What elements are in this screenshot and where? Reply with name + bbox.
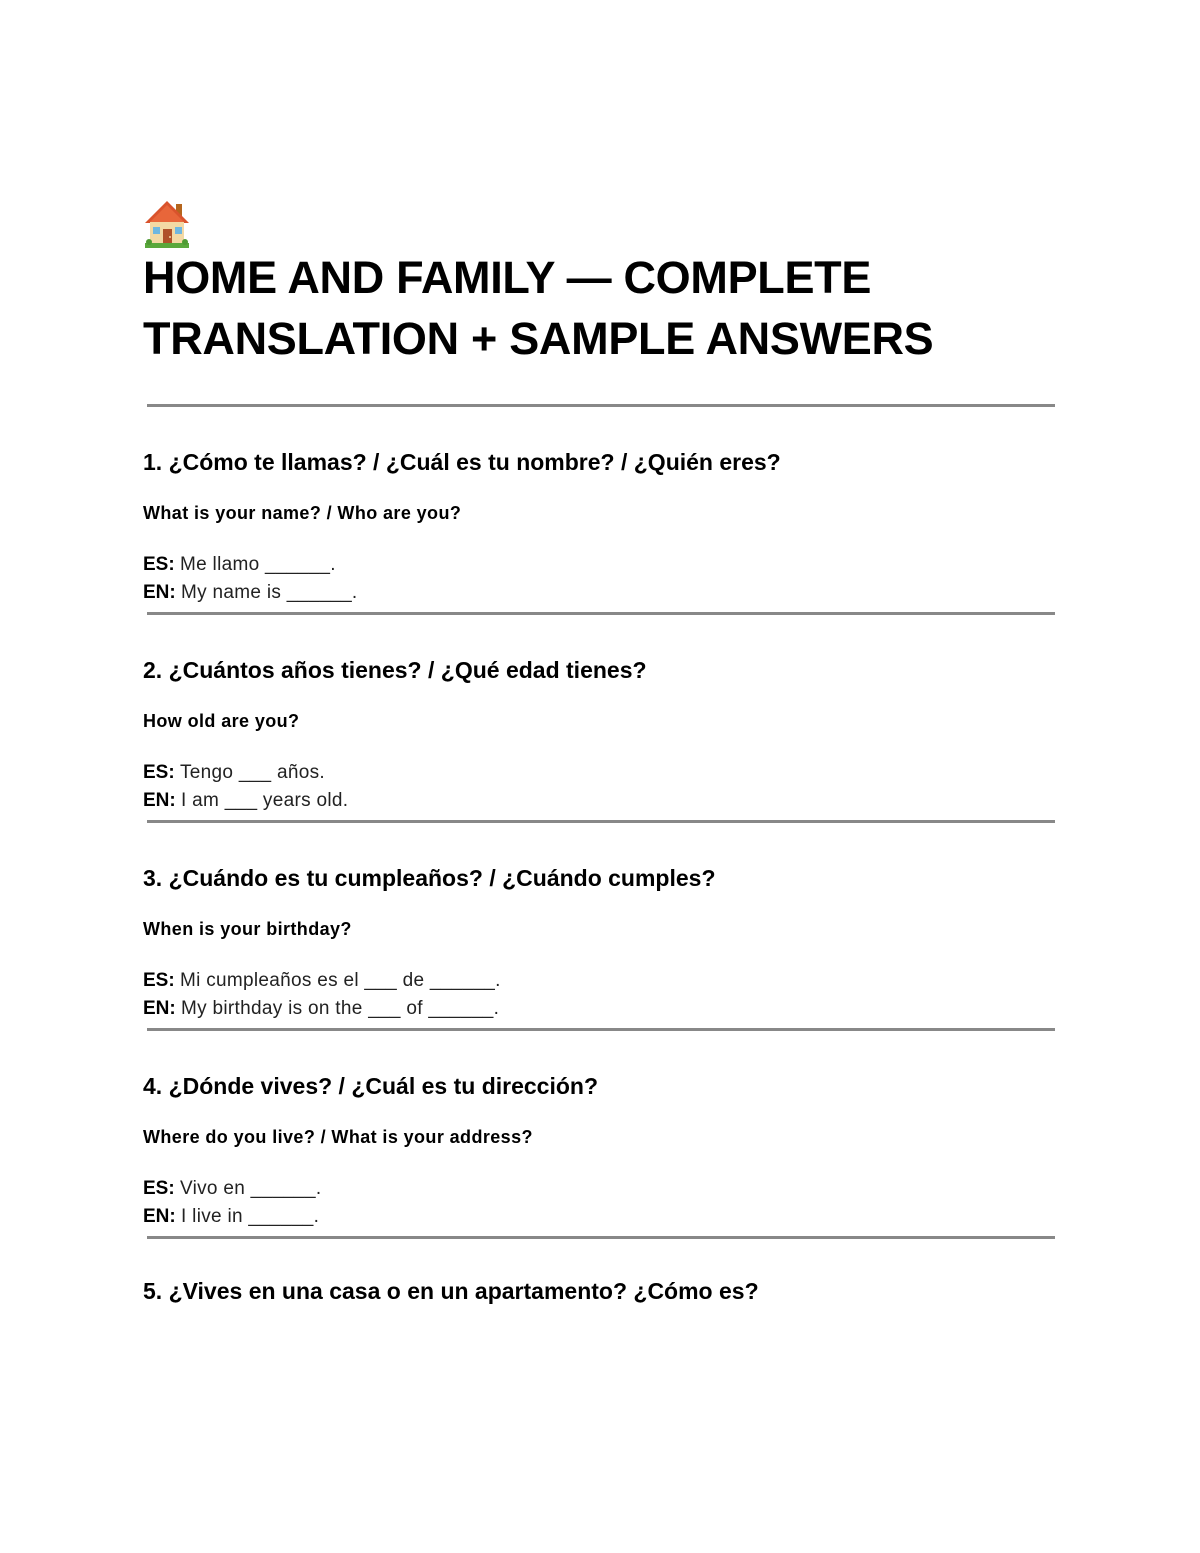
en-label: EN:	[143, 998, 176, 1019]
sample-answers	[143, 1175, 1055, 1231]
question-heading: 5. ¿Vives en una casa o en un apartamento? ¿Cómo es?	[143, 1278, 759, 1304]
en-label: EN:	[143, 1206, 176, 1227]
es-answer-line	[143, 967, 1055, 995]
es-label: ES:	[143, 1178, 175, 1199]
question-translation: What is your name? / Who are you?	[143, 503, 462, 523]
es-answer-line	[143, 551, 1055, 579]
en-label: EN:	[143, 582, 176, 603]
es-answer: Tengo ___ años.	[179, 762, 325, 783]
question-translation: Where do you live? / What is your address?	[143, 1127, 533, 1147]
en-answer-line	[143, 579, 1055, 607]
question-section-4	[143, 1031, 1055, 1236]
es-label: ES:	[143, 554, 175, 575]
en-answer-line	[143, 995, 1055, 1023]
en-label: EN:	[143, 790, 176, 811]
document-page	[143, 186, 1055, 1444]
en-answer: I live in ______.	[181, 1206, 320, 1227]
es-label: ES:	[143, 762, 175, 783]
question-heading: 3. ¿Cuándo es tu cumpleaños? / ¿Cuándo cumples?	[143, 865, 716, 891]
question-heading: 2. ¿Cuántos años tienes? / ¿Qué edad tienes?	[143, 657, 647, 683]
sample-answers	[143, 967, 1055, 1023]
en-answer: I am ___ years old.	[181, 790, 349, 811]
es-answer: Me llamo ______.	[179, 554, 336, 575]
en-answer: My name is ______.	[181, 582, 358, 603]
sample-answers	[143, 759, 1055, 815]
question-section-5	[143, 1239, 1055, 1444]
es-answer: Vivo en ______.	[179, 1178, 322, 1199]
sample-answers	[143, 551, 1055, 607]
en-answer-line	[143, 787, 1055, 815]
es-answer-line	[143, 759, 1055, 787]
question-heading: 1. ¿Cómo te llamas? / ¿Cuál es tu nombre? / ¿Quién eres?	[143, 449, 781, 475]
es-answer-line	[143, 1175, 1055, 1203]
question-section-2	[143, 615, 1055, 820]
es-label: ES:	[143, 970, 175, 991]
question-section-3	[143, 823, 1055, 1028]
en-answer-line	[143, 1203, 1055, 1231]
question-heading: 4. ¿Dónde vives? / ¿Cuál es tu dirección?	[143, 1073, 598, 1099]
question-section-1	[143, 407, 1055, 612]
document-title	[143, 186, 1055, 369]
question-translation: When is your birthday?	[143, 919, 352, 939]
en-answer: My birthday is on the ___ of ______.	[181, 998, 500, 1019]
question-translation: How old are you?	[143, 711, 300, 731]
title-text: HOME AND FAMILY — COMPLETE TRANSLATION + SAMPLE ANSWERS	[143, 252, 934, 364]
es-answer: Mi cumpleaños es el ___ de ______.	[179, 970, 501, 991]
house-icon	[143, 199, 191, 249]
